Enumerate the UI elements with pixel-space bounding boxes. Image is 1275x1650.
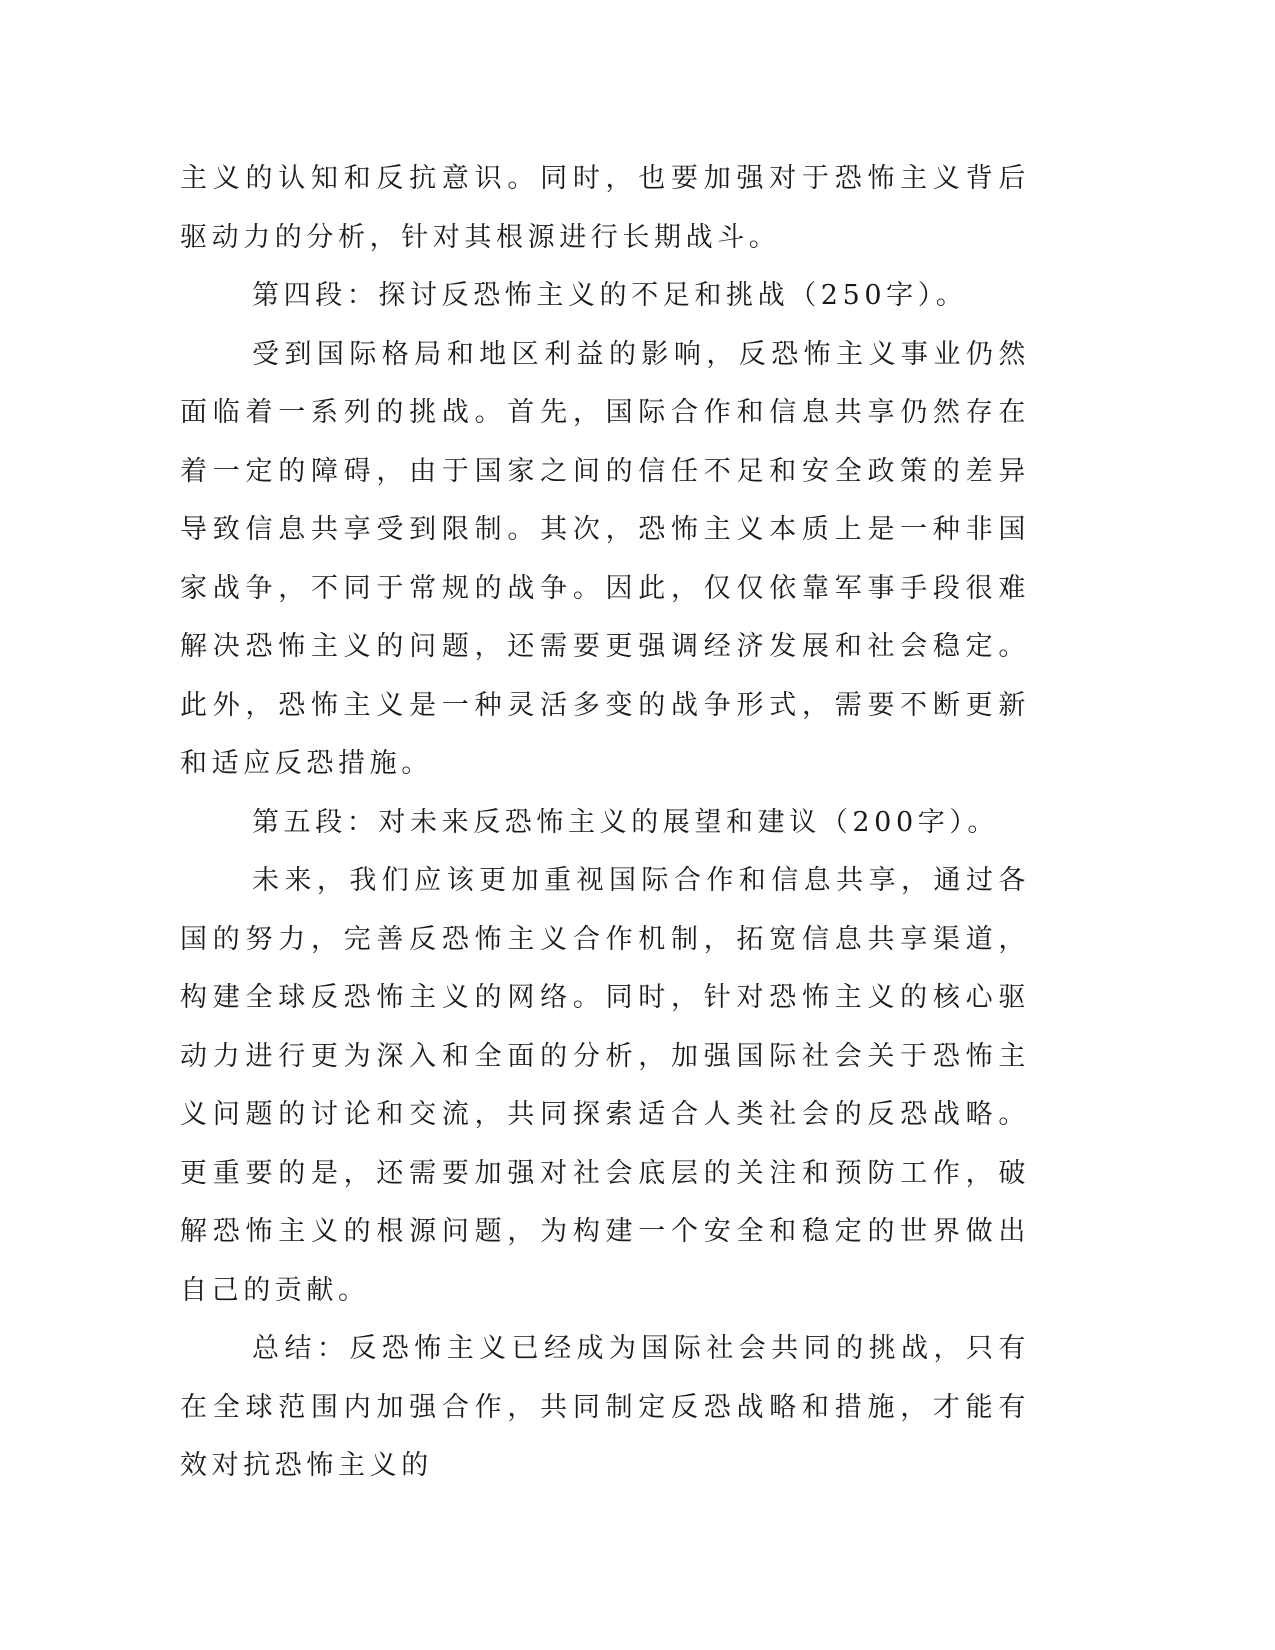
- text-line: 主义的认知和反抗意识。同时，也要加强对于恐怖主义背后驱动力的: [180, 163, 1030, 253]
- document-body: [180, 150, 1030, 1496]
- paragraph-continuation: [180, 150, 1030, 267]
- text-line: 预防工作，破解恐怖主义的根源问题，为构建一个安全和稳定的世界: [180, 1157, 1030, 1247]
- text-line: 总结：反恐怖主义已经成为国际社会共同的挑战，只有在全球范: [180, 1333, 1030, 1423]
- heading-text: 第五段：对未来反恐怖主义的展望和建议（200字）。: [252, 806, 1000, 838]
- section-heading-5: [180, 794, 1030, 853]
- text-line: 仅仅依靠军事手段很难解决恐怖主义的问题，还需要更强调经济发展: [180, 572, 1031, 662]
- text-line: 系列的挑战。首先，国际合作和信息共享仍然存在着一定的障碍，由: [180, 397, 1031, 487]
- text-line: 于国家之间的信任不足和安全政策的差异导致信息共享受到限制。其: [180, 455, 1030, 545]
- text-line: 做出自己的贡献。: [180, 1216, 1030, 1306]
- text-line: 和社会稳定。此外，恐怖主义是一种灵活多变的战争形式，需要不断: [180, 631, 1030, 721]
- text-line: 人类社会的反恐战略。更重要的是，还需要加强对社会底层的关注和: [180, 1099, 1031, 1189]
- paragraph-outlook: [180, 852, 1030, 1320]
- text-line: 未来，我们应该更加重视国际合作和信息共享，通过各国的努力: [180, 865, 1030, 955]
- heading-text: 第四段：探讨反恐怖主义的不足和挑战（250字）。: [252, 280, 968, 311]
- section-heading-4: [180, 267, 1030, 326]
- text-line: ，完善反恐怖主义合作机制，拓宽信息共享渠道，构建全球反恐怖主: [180, 923, 1031, 1013]
- paragraph-summary: [180, 1320, 1030, 1496]
- text-line: 受到国际格局和地区利益的影响，反恐怖主义事业仍然面临着一: [180, 338, 1030, 428]
- paragraph-challenges: [180, 326, 1030, 794]
- text-line: 分析，针对其根源进行长期战斗。: [306, 221, 781, 253]
- text-line: 围内加强合作，共同制定反恐战略和措施，才能有效对抗恐怖主义的: [180, 1391, 1031, 1481]
- text-line: 分析，加强国际社会关于恐怖主义问题的讨论和交流，共同探索适合: [180, 1040, 1030, 1130]
- text-line: 义的网络。同时，针对恐怖主义的核心驱动力进行更为深入和全面的: [180, 982, 1030, 1072]
- text-line: 次，恐怖主义本质上是一种非国家战争，不同于常规的战争。因此，: [180, 514, 1030, 604]
- text-line: 更新和适应反恐措施。: [180, 689, 1030, 779]
